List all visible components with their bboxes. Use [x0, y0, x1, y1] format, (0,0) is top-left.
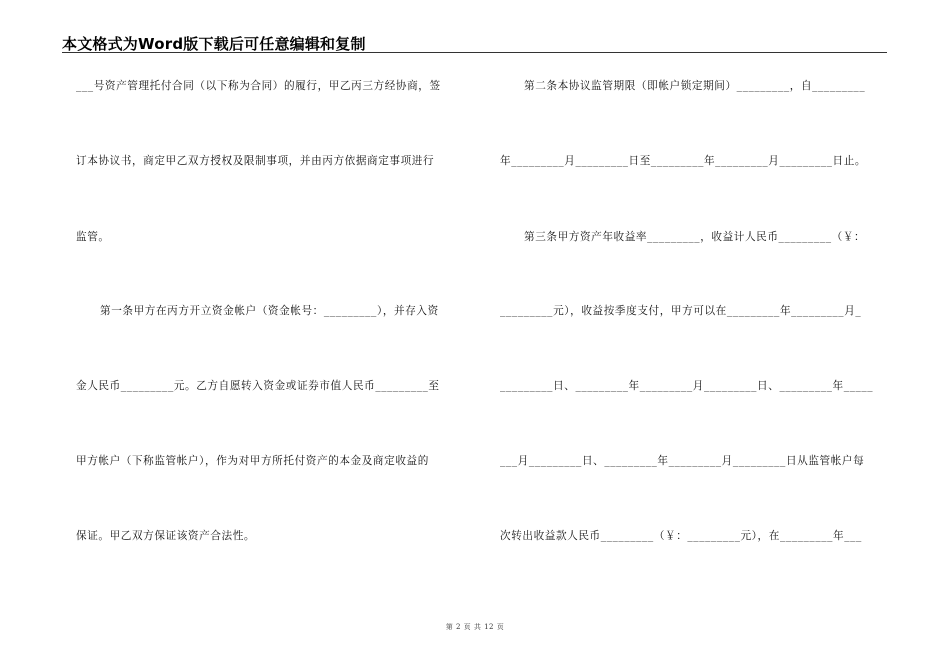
right-text-column: [500, 0, 886, 600]
paragraph-line: 金人民币_________元。乙方自愿转入资金或证券市值人民币_________至: [76, 380, 440, 392]
paragraph-line: 年_________月_________日至_________年_________月_________日止。: [500, 155, 867, 167]
paragraph-line: 甲方帐户（下称监管帐户），作为对甲方所托付资产的本金及商定收益的: [76, 455, 429, 467]
paragraph-line: _________元），收益按季度支付，甲方可以在_________年_________月_: [500, 305, 862, 317]
paragraph-line: 第一条甲方在丙方开立资金帐户（资金帐号：_________），并存入资: [100, 305, 439, 317]
paragraph-line: _________日、_________年_________月_________日、_________年_____: [500, 380, 874, 392]
paragraph-line: 次转出收益款人民币_________（￥：_________元），在_________年___: [500, 530, 862, 542]
left-text-column: [76, 0, 468, 600]
paragraph-line: 订本协议书，商定甲乙双方授权及限制事项，并由丙方依据商定事项进行: [76, 155, 435, 167]
paragraph-line: 第二条本协议监管期限（即帐户锁定期间）_________，自_________: [524, 80, 866, 92]
paragraph-line: 第三条甲方资产年收益率_________，收益计人民币_________（￥：: [524, 231, 866, 243]
paragraph-line: 监管。: [76, 231, 110, 243]
document-header-title: 本文格式为Word版下载后可任意编辑和复制: [62, 35, 366, 53]
paragraph-line: 保证。甲乙双方保证该资产合法性。: [76, 530, 256, 542]
paragraph-line: ___月_________日、_________年_________月_________日从监管帐户每: [500, 455, 865, 467]
page-number: 第 2 页 共 12 页: [445, 623, 505, 631]
paragraph-line: ___号资产管理托付合同（以下称为合同）的履行，甲乙丙三方经协商，签: [76, 80, 441, 92]
